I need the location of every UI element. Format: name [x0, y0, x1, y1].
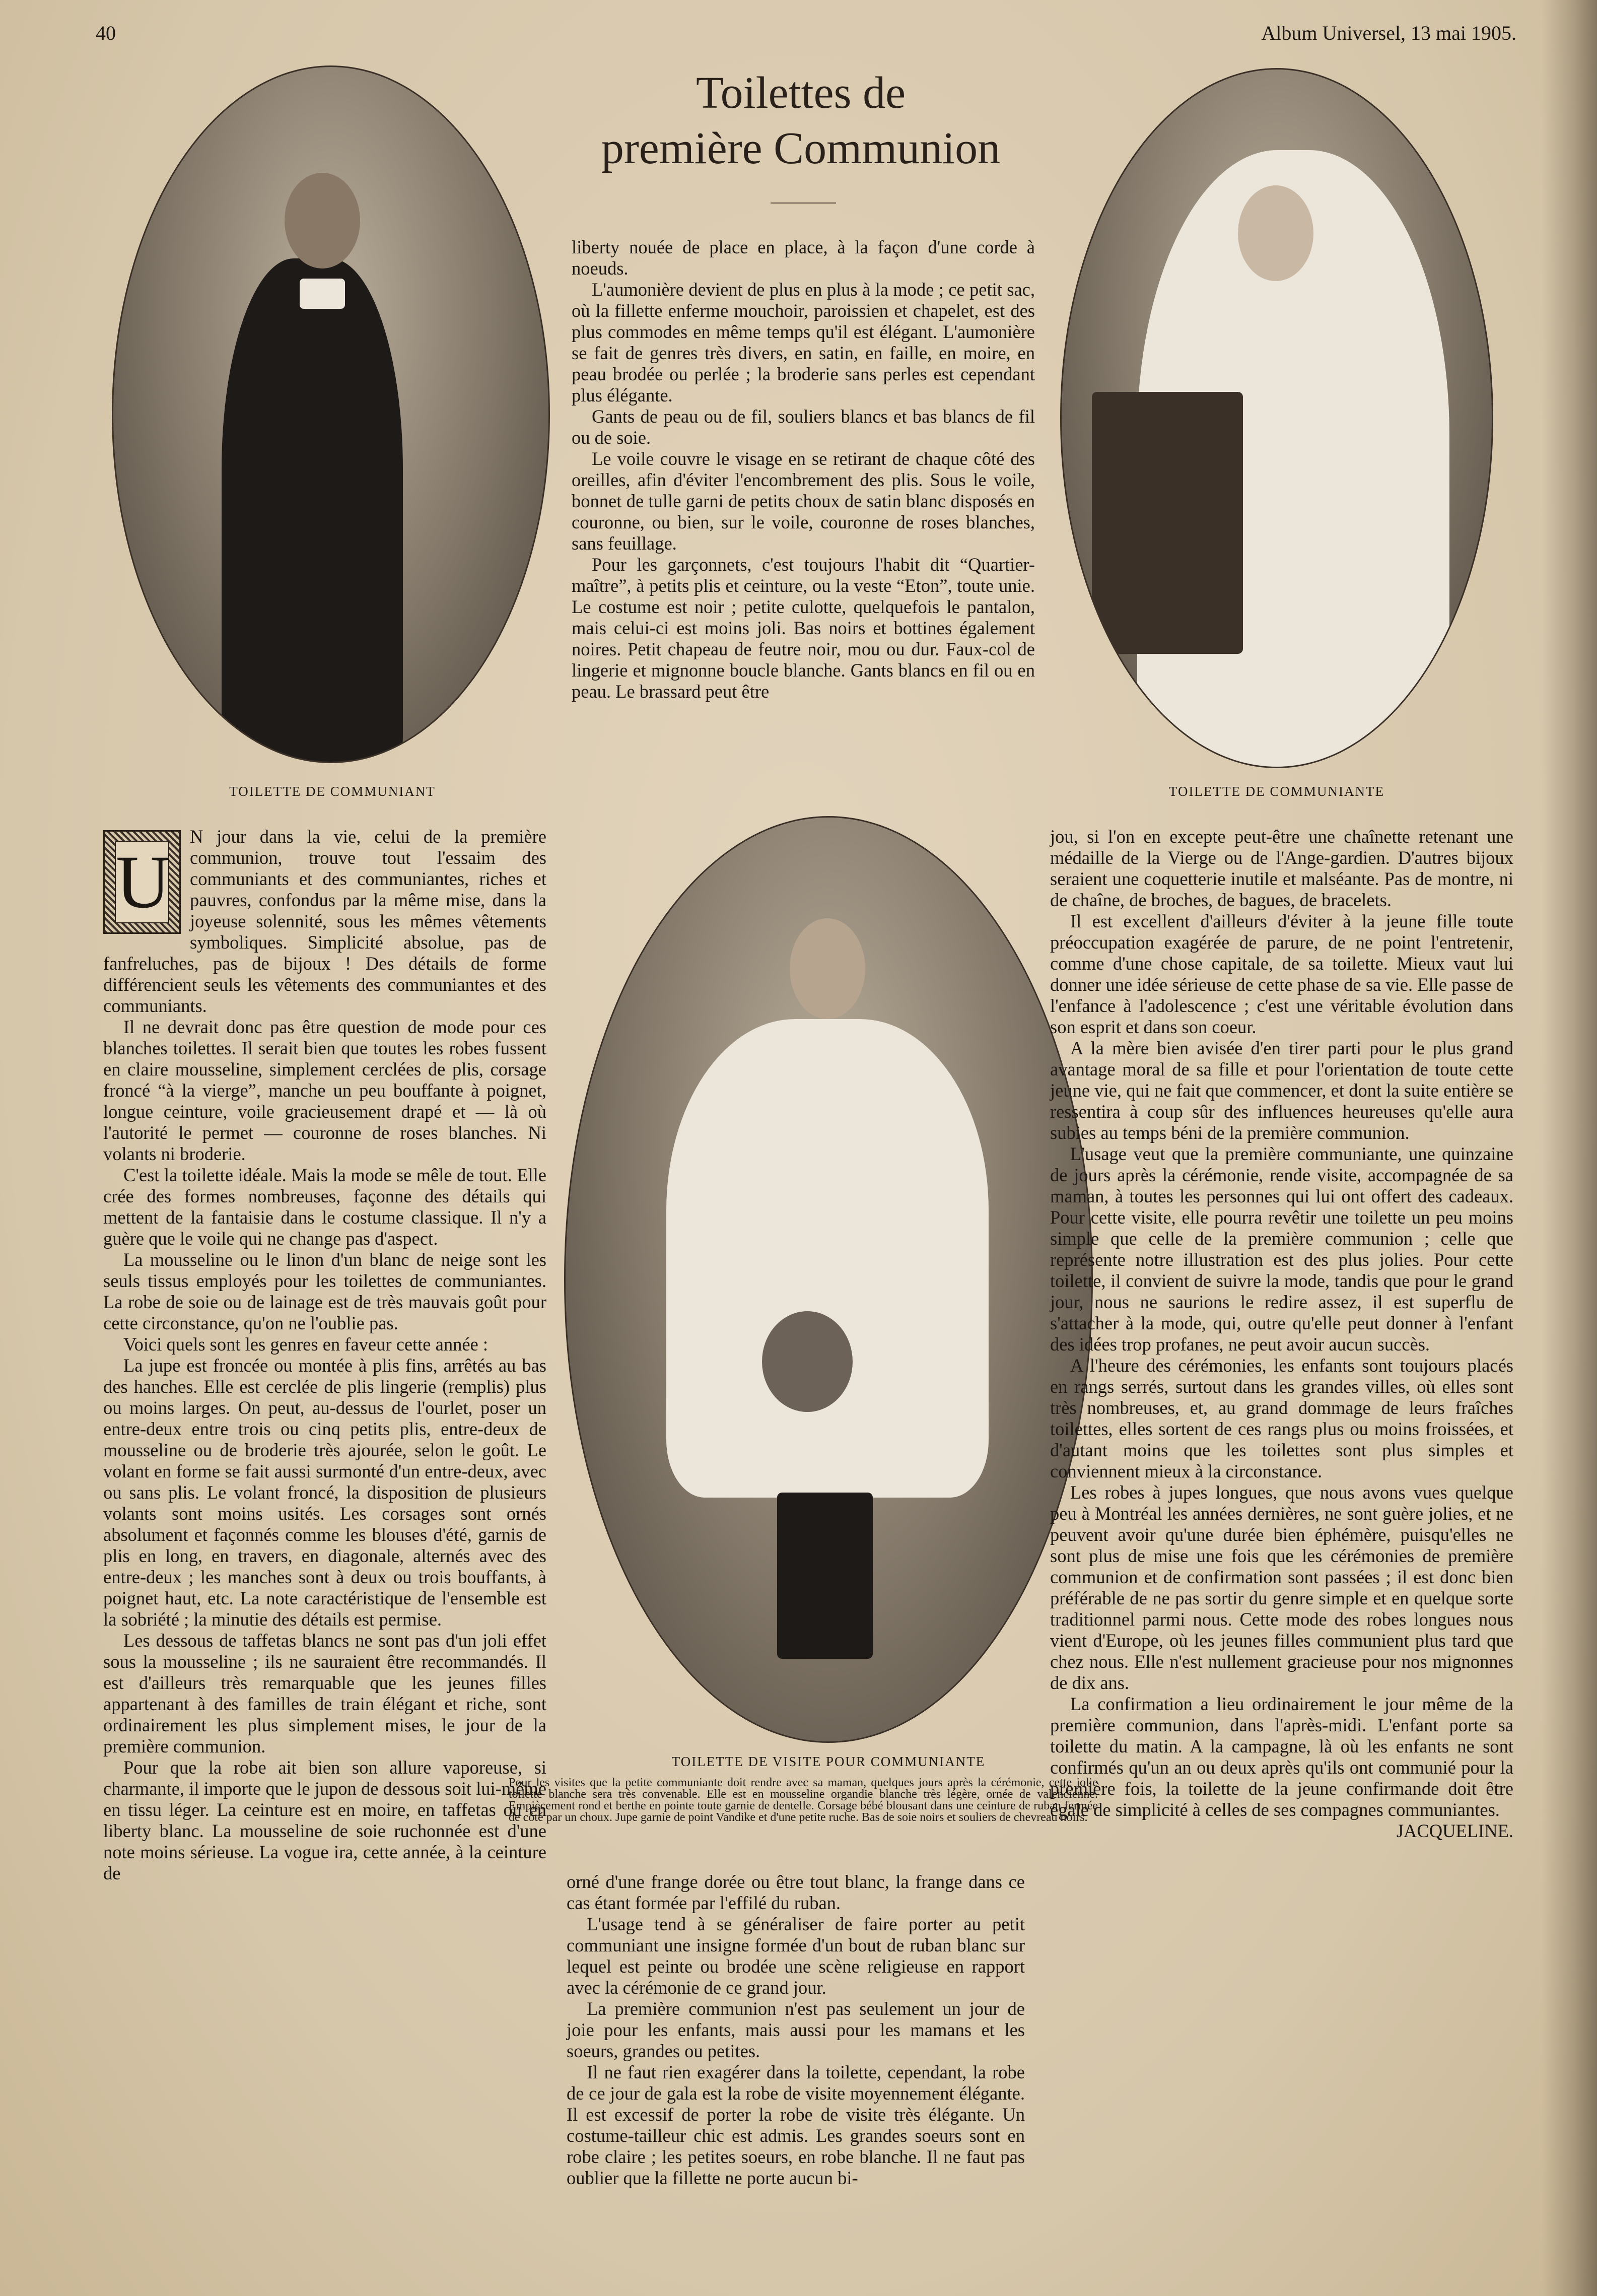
photo-communiant	[112, 65, 550, 763]
boy-figure	[222, 258, 403, 763]
dropcap-ornament	[103, 830, 181, 934]
paragraph: A la mère bien avisée d'en tirer parti pour le plus grand avantage moral de sa fille et pour l'orientation de toute cette jeune vie, qui ne fait que commencer, et dont la suite entière se ressentira à coup sûr des influences heureuses qu'elle aura subies au temps béni de la première communion.	[1050, 1038, 1513, 1143]
paragraph: Les dessous de taffetas blancs ne sont pas d'un joli effet sous la mousseline ; ils ne sauraient être recommandés. Il est d'ailleurs très remarquable que les jeunes filles appartenant à des familles de train élégant et riche, sont ordinairement les plus simplement mises, le jour de la première communion.	[103, 1630, 546, 1757]
author-signature: JACQUELINE.	[1396, 1820, 1513, 1841]
caption-visite-description: Pour les visites que la petite communiante doit rendre avec sa maman, quelques jours après la cérémonie, cette jolie toilette blanche sera très convenable. Elle est en mousseline organdie blanche très légère, ornée de valencienne. Empiècement rond et berthe en pointe toute garnie de dentelle. Corsage bébé blousant dans une ceinture de ruban fermée de côté par un choux. Jupe garnie de point Vandike et d'une petite ruche. Bas de soie noirs et souliers de chevreau noirs.	[509, 1776, 1098, 1824]
paragraph: orné d'une frange dorée ou être tout blanc, la frange dans ce cas étant formée par l'effilé du ruban.	[567, 1871, 1025, 1913]
paragraph: jou, si l'on en excepte peut-être une chaînette retenant une médaille de la Vierge ou de l'Ange-gardien. D'autres bijoux seraient une coquetterie inutile et malséante. Pas de montre, ni de chaîne, de broches, de bagues, de bracelets.	[1050, 826, 1513, 910]
title-line-2: première Communion	[601, 123, 1001, 173]
paragraph: Il ne devrait donc pas être question de mode pour ces blanches toilettes. Il serait bien que toutes les robes fussent en claire mousseline, simplement cerclées de plis, corsage froncé “à la vierge”, manche un peu bouffante à poignet, longue ceinture, voile gracieusement drapé et — là où l'autorité le permet — couronne de roses blanches. Ni volants ni broderie.	[103, 1017, 546, 1164]
page-edge-shadow	[1542, 0, 1597, 2296]
paragraph: N jour dans la vie, celui de la première communion, trouve tout l'essaim des communiants et des communiantes, riches et pauvres, confondus par la même mise, dans la joyeuse solennité, sous les mêmes vêtements symboliques. Simplicité absolue, pas de fanfreluches, pas de bijoux ! Des détails de forme différencient seuls les vêtements des communiantes et des communiants.	[103, 826, 546, 1016]
caption-communiant: TOILETTE DE COMMUNIANT	[229, 784, 436, 799]
paragraph: L'aumonière devient de plus en plus à la mode ; ce petit sac, où la fillette enferme mouchoir, paroissien et chapelet, est des plus commodes en même temps qu'il est élégant. L'aumonière se fait de genres très divers, en satin, en faille, en moire, en peau brodée ou perlée ; la broderie sans perles est cependant plus élégante.	[572, 279, 1035, 406]
paragraph: liberty nouée de place en place, à la façon d'une corde à noeuds.	[572, 237, 1035, 279]
chair	[1092, 392, 1243, 654]
boy-head	[285, 173, 360, 268]
paragraph: L'usage tend à se généraliser de faire porter au petit communiant une insigne formée d'un bout de ruban blanc sur lequel est peinte ou brodée une scène religieuse en rapport avec la cérémonie de ce grand jour.	[567, 1914, 1025, 1998]
dropcap-letter: U	[116, 840, 171, 924]
paragraph: Pour que la robe ait bien son allure vaporeuse, si charmante, il importe que le jupon de dessous soit lui-même en tissu léger. La ceinture est en moire, en taffetas ou en liberty blanc. La mousseline de soie ruchonnée est d'une note moins sérieuse. La vogue ira, cette année, à la ceinture de	[103, 1757, 546, 1883]
paragraph: La confirmation a lieu ordinairement le jour même de la première communion, dans l'après-midi. L'enfant porte sa toilette du matin. A la campagne, là où les enfants ne sont confirmés qu'un an ou deux après qu'ils ont communié pour la première fois, la toilette de la jeune confirmande doit être égale de simplicité à celles de ses compagnes communiantes.	[1050, 1694, 1513, 1820]
paragraph: La mousseline ou le linon d'un blanc de neige sont les seuls tissus employés pour les toilettes de communiantes. La robe de soie ou de lainage est de très mauvais goût pour cette circonstance, qu'on ne l'oublie pas.	[103, 1249, 546, 1333]
issue-date: Album Universel, 13 mai 1905.	[1261, 22, 1516, 44]
paragraph: L'usage veut que la première communiante, une quinzaine de jours après la cérémonie, rende visite, accompagnée de sa maman, à toutes les personnes qui lui ont offert des cadeaux. Pour cette visite, elle pourra revêtir une toilette un peu moins simple que celle de la première communion ; celle que représente notre illustration est des plus jolies. Pour cette toilette, il convient de suivre la mode, tandis que pour le grand jour, nous ne saurions le redire assez, il est superflu de s'attacher à la mode, qui, outre qu'elle peut donner à l'enfant des idées trop profanes, ne peut avoir aucun succès.	[1050, 1143, 1513, 1355]
boy-collar	[300, 279, 345, 309]
caption-communiante: TOILETTE DE COMMUNIANTE	[1169, 784, 1384, 799]
paragraph: Il est excellent d'ailleurs d'éviter à la jeune fille toute préoccupation exagérée de parure, de ne point l'entretenir, comme d'une chose capitale, de sa toilette. Mieux vaut lui donner une idée sérieuse de cette phase de sa vie. Elle passe de l'enfance à l'adolescence ; c'est une véritable évolution dans son esprit et dans son coeur.	[1050, 911, 1513, 1037]
bouquet	[762, 1311, 853, 1412]
paragraph: Le voile couvre le visage en se retirant de chaque côté des oreilles, afin d'éviter l'encombrement des plis. Sous le voile, bonnet de tulle garni de petits choux de satin blanc disposés en couronne, ou bien, sur le voile, couronne de roses blanches, sans feuillage.	[572, 448, 1035, 554]
column-center-top	[572, 237, 1035, 702]
photo-visite	[564, 816, 1093, 1743]
paragraph: Pour les garçonnets, c'est toujours l'habit dit “Quartier-maître”, à petits plis et ceinture, ou la veste “Eton”, toute unie. Le costume est noir ; petite culotte, quelquefois le pantalon, mais celui-ci est moins joli. Bas noirs et bottines également noires. Petit chapeau de feutre noir, mou ou dur. Faux-col de lingerie et mignonne boucle blanche. Gants blancs en fil ou en peau. Le brassard peut être	[572, 554, 1035, 702]
caption-visite: TOILETTE DE VISITE POUR COMMUNIANTE	[671, 1754, 986, 1769]
photo-communiante	[1060, 68, 1493, 768]
paragraph: Voici quels sont les genres en faveur cette année :	[123, 1334, 488, 1355]
page-number: 40	[96, 22, 116, 44]
paragraph: Gants de peau ou de fil, souliers blancs et bas blancs de fil ou de soie.	[572, 406, 1035, 448]
visite-head	[790, 918, 865, 1019]
dress-figure	[666, 1019, 989, 1498]
paragraph: La première communion n'est pas seulement un jour de joie pour les enfants, mais aussi pour les mamans et les soeurs, grandes ou petites.	[567, 1998, 1025, 2061]
paragraph: La jupe est froncée ou montée à plis fins, arrêtés au bas des hanches. Elle est cerclée de plis lingerie (remplis) plus ou moins larges. On peut, au-dessus de l'ourlet, poser un entre-deux entre trois ou cinq petits plis, entre-deux de mousseline ou de broderie très ajourée, selon le goût. Le volant en forme se fait aussi surmonté d'un entre-deux, avec ou sans plis. Le volant froncé, la disposition de plusieurs volants sont moins usités. Les corsages sont ornés absolument et façonnés comme les blouses d'été, garnis de plis en long, en travers, en diagonale, alternés avec des entre-deux ; les manches sont à deux ou trois bouffants, à poignet haut, etc. La note caractéristique de l'ensemble est la sobriété ; la minutie des détails est permise.	[103, 1355, 546, 1630]
stockings	[777, 1493, 873, 1659]
article-title	[574, 65, 1027, 176]
paragraph: Il ne faut rien exagérer dans la toilette, cependant, la robe de ce jour de gala est la robe de visite moyennement élégante. Il est excessif de porter la robe de visite très élégante. Un costume-tailleur chic est admis. Les grandes soeurs sont en robe claire ; les petites soeurs, en robe blanche. Il ne faut pas oublier que la fillette ne porte aucun bi-	[567, 2062, 1025, 2188]
paragraph: Les robes à jupes longues, que nous avons vues quelque peu à Montréal les années dernières, ne sont guère jolies, et ne peuvent avoir qu'une durée bien éphémère, puisqu'elles ne sont plus de mise une fois que les cérémonies de première communion et de confirmation sont passées ; il est donc bien préférable de ne pas sortir du genre simple et en quelque sorte traditionnel parmi nous. Cette mode des robes longues nous vient d'Europe, où les jeunes filles communient plus tard que chez nous. Elle n'est nullement gracieuse pour nos mignonnes de dix ans.	[1050, 1482, 1513, 1693]
title-divider	[771, 202, 836, 204]
column-center-bottom	[567, 1871, 1025, 2189]
column-right	[1050, 826, 1513, 1842]
column-left	[103, 826, 546, 1884]
paragraph: A l'heure des cérémonies, les enfants sont toujours placés en rangs serrés, surtout dans les grandes villes, où elles sont très nombreuses, et, au grand dommage de leurs fraîches toilettes, elles sortent de ces rangs plus ou moins froissées, et d'autant moins que les toilettes sont plus simples et conviennent mieux à la circonstance.	[1050, 1355, 1513, 1481]
title-line-1: Toilettes de	[696, 68, 906, 118]
paragraph: C'est la toilette idéale. Mais la mode se mêle de tout. Elle crée des formes nombreuses, façonne des détails qui mettent de la fantaisie dans le costume classique. Il n'y a guère que le voile qui ne change pas d'aspect.	[103, 1165, 546, 1249]
girl-head	[1238, 185, 1313, 281]
